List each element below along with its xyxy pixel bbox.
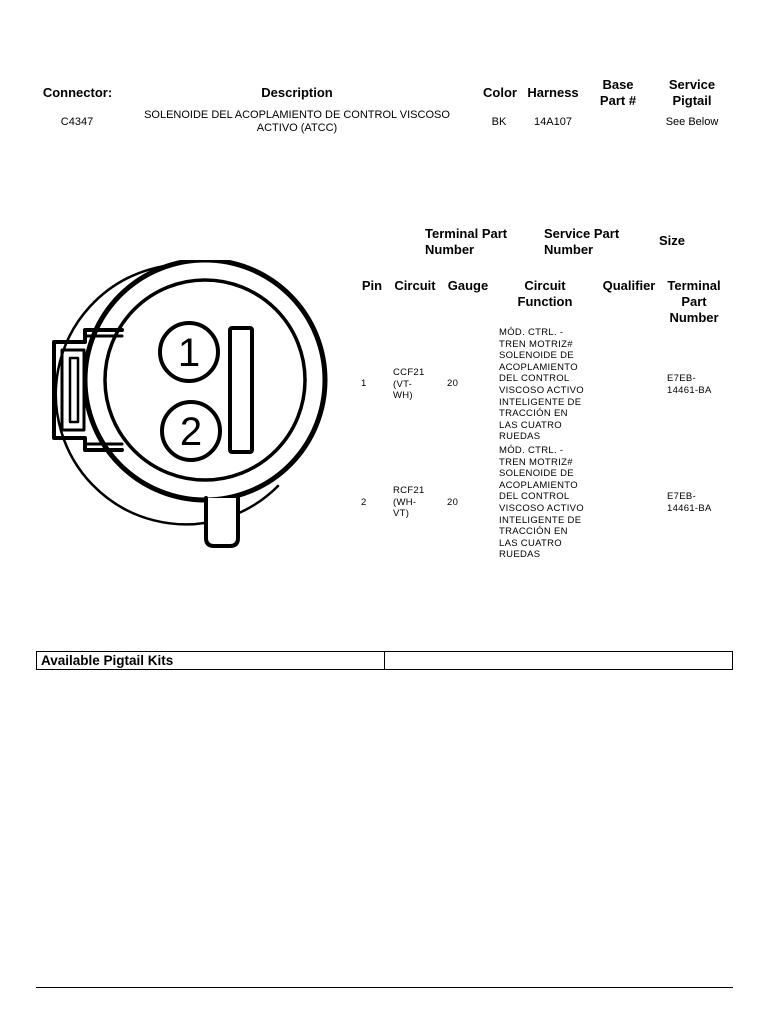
- qualifier-header: Qualifier: [602, 278, 656, 293]
- pin-1-label: 1: [177, 331, 201, 375]
- base-part-header-line1: Base: [602, 77, 634, 92]
- pin-row-2-function-line: DEL CONTROL: [499, 491, 570, 503]
- pin-row-1-circuit-line: CCF21: [393, 367, 425, 378]
- circuit-function-header-line1: Circuit: [524, 278, 566, 293]
- pin-row-2-function-line: INTELIGENTE DE: [499, 514, 582, 526]
- service-pigtail-header-line1: Service: [668, 77, 716, 92]
- base-part-header: [590, 77, 646, 109]
- connector-body: [85, 260, 325, 500]
- pin-row-2-gauge: 20: [447, 497, 459, 508]
- pin-row-1-function-line: TREN MOTRIZ#: [499, 338, 573, 350]
- pin-row-2-circuit-line: (WH-: [393, 496, 417, 508]
- latch-inner: [62, 350, 84, 430]
- connector-face-diagram: [40, 260, 340, 560]
- latch-rib: [70, 358, 78, 422]
- circuit-function-header-line2: Function: [517, 294, 573, 309]
- pin-row-1-function-line: MÓD. CTRL. -: [499, 327, 564, 338]
- connector-header: Connector:: [42, 85, 113, 100]
- terminal-part-number-header: [425, 226, 525, 258]
- pin-row-1-terminal-line: 14461-BA: [667, 384, 712, 396]
- pin-row-2-function: [499, 445, 595, 561]
- pin-row-2-function-line: TREN MOTRIZ#: [499, 456, 573, 468]
- pin-row-1-pin: 1: [361, 378, 367, 389]
- service-pigtail-header-line2: Pigtail: [672, 93, 712, 108]
- service-pigtail-header: [656, 77, 728, 109]
- pin-header: Pin: [361, 278, 383, 293]
- connector-id: C4347: [60, 116, 94, 128]
- service-part-number-header: [544, 226, 644, 258]
- base-part-header-line2: Part #: [599, 93, 637, 108]
- pin-row-1-function-line: LAS CUATRO: [499, 419, 563, 431]
- pin-row-1-circuit: [393, 367, 437, 402]
- pin-row-1-terminal-part-number: [667, 373, 729, 396]
- pin-row-1-function-line: RUEDAS: [499, 431, 541, 443]
- description-line2: ACTIVO (ATCC): [256, 122, 338, 134]
- pin-row-2-function-line: ACOPLAMIENTO: [499, 479, 578, 491]
- pin-row-2-terminal-line: E7EB-: [667, 491, 696, 502]
- terminal-col-header-line1: Terminal: [667, 278, 721, 293]
- pin-row-2-function-line: VISCOSO ACTIVO: [499, 502, 584, 514]
- description-header: Description: [261, 85, 333, 100]
- size-header: Size: [658, 233, 685, 248]
- pin-row-2-terminal-line: 14461-BA: [667, 502, 712, 514]
- pin-row-1-function-line: SOLENOIDE DE: [499, 350, 574, 362]
- pin-row-1-function-line: DEL CONTROL: [499, 373, 570, 385]
- pin-row-1-function-line: VISCOSO ACTIVO: [499, 384, 584, 396]
- terminal-col-header-line2: Part: [681, 294, 707, 309]
- harness-header: Harness: [527, 85, 579, 100]
- connector-description: [130, 109, 464, 135]
- service-part-number-header-line1: Service Part: [544, 226, 620, 241]
- circuit-header: Circuit: [394, 278, 436, 293]
- pin-row-1-function-line: ACOPLAMIENTO: [499, 361, 578, 373]
- pin-row-2-terminal-part-number: [667, 491, 729, 514]
- terminal-part-number-header-line2: Number: [425, 242, 475, 257]
- pin-row-2-function-line: LAS CUATRO: [499, 537, 563, 549]
- service-part-number-header-line2: Number: [544, 242, 594, 257]
- pin-row-2-function-line: SOLENOIDE DE: [499, 468, 574, 480]
- terminal-col-header-line3: Number: [669, 310, 719, 325]
- pin-row-2-circuit: [393, 485, 437, 520]
- pin-row-2-function-line: MÓD. CTRL. -: [499, 445, 564, 456]
- pin-row-1-function-line: INTELIGENTE DE: [499, 396, 582, 408]
- pin-row-1-gauge: 20: [447, 378, 459, 389]
- pigtail-kits-value: [385, 652, 732, 669]
- connector-color: BK: [491, 116, 507, 128]
- pin-row-2-function-line: TRACCIÓN EN: [499, 526, 568, 538]
- color-header: Color: [483, 85, 517, 100]
- pin-row-2-function-line: RUEDAS: [499, 549, 541, 561]
- pigtail-kits-label: Available Pigtail Kits: [37, 652, 385, 669]
- terminal-part-number-header-line1: Terminal Part: [425, 226, 508, 241]
- circuit-function-header: [508, 278, 582, 310]
- footer-rule: [36, 987, 733, 988]
- bottom-key-tab: [206, 498, 238, 546]
- pin-row-2-circuit-line: VT): [393, 508, 410, 520]
- terminal-part-number-col-header: [663, 278, 725, 326]
- pin-2-label: 2: [179, 410, 203, 454]
- description-line1: SOLENOIDE DEL ACOPLAMIENTO DE CONTROL VISCOSO: [144, 109, 450, 121]
- pin-row-1-terminal-line: E7EB-: [667, 373, 696, 384]
- connector-service-pigtail: See Below: [665, 116, 719, 128]
- pin-row-1-circuit-line: WH): [393, 390, 413, 402]
- gauge-header: Gauge: [447, 278, 489, 293]
- connector-harness: 14A107: [534, 116, 572, 128]
- pigtail-kits-table: [36, 651, 733, 670]
- pin-row-1-function-line: TRACCIÓN EN: [499, 408, 568, 420]
- pin-row-2-pin: 2: [361, 497, 367, 508]
- pin-row-1-circuit-line: (VT-: [393, 378, 413, 390]
- pin-row-1-function: [499, 327, 595, 443]
- pin-row-2-circuit-line: RCF21: [393, 485, 425, 496]
